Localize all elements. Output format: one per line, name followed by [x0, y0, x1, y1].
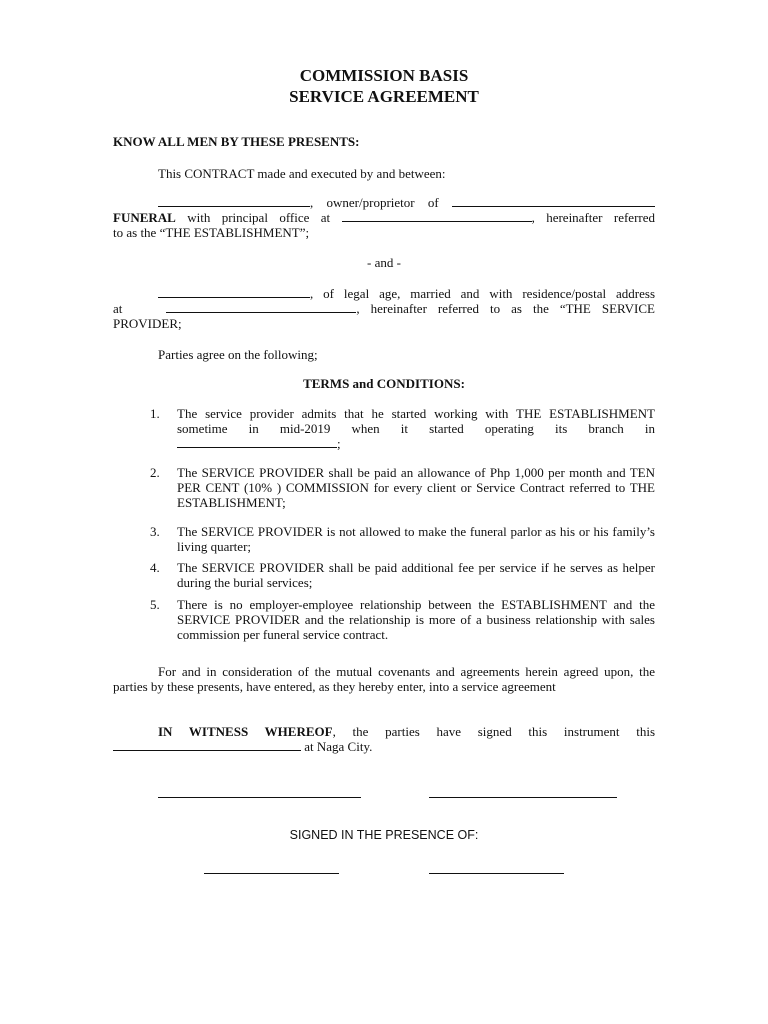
party2-line2: at , hereinafter referred to as the “THE SERVICE	[113, 301, 655, 316]
know-all-heading: KNOW ALL MEN BY THESE PRESENTS:	[113, 134, 360, 149]
signed-presence-heading: SIGNED IN THE PRESENCE OF:	[289, 828, 479, 842]
party1-line1: , owner/proprietor of	[113, 195, 655, 210]
witness-heading: IN WITNESS WHEREOF	[158, 724, 333, 739]
party2-paragraph	[113, 286, 655, 331]
witness-paragraph: IN WITNESS WHEREOF, the parties have signed this instrument this at Naga City.	[113, 724, 655, 754]
terms-heading: TERMS and CONDITIONS:	[303, 376, 465, 391]
and-separator: - and -	[367, 255, 401, 270]
blank-owner-name[interactable]	[158, 195, 310, 207]
title-line-2: SERVICE AGREEMENT	[289, 87, 479, 106]
blank-branch-location[interactable]	[177, 436, 337, 448]
signature-line-witness-1[interactable]	[204, 873, 339, 874]
blank-provider-name[interactable]	[158, 286, 310, 298]
term-item-4: 4. The SERVICE PROVIDER shall be paid additional fee per service if he serves as helper during the burial services;	[150, 560, 655, 590]
signature-line-provider[interactable]	[429, 797, 617, 798]
title-line-1: COMMISSION BASIS	[299, 66, 469, 85]
blank-provider-address[interactable]	[166, 301, 356, 313]
term-item-1: 1. The service provider admits that he started working with THE ESTABLISHMENT sometime in mid-2019 when it started operating its branch in ;	[150, 406, 655, 451]
term-item-2: 2. The SERVICE PROVIDER shall be paid an allowance of Php 1,000 per month and TEN PER CENT (10% ) COMMISSION for every client or Service Contract referred to THE ESTABLISHMENT;	[150, 465, 655, 510]
blank-signing-date[interactable]	[113, 739, 301, 751]
contract-intro-text: This CONTRACT made and executed by and between:	[158, 166, 446, 181]
party1-line2: FUNERAL with principal office at , hereinafter referred	[113, 210, 656, 225]
party2-line3: PROVIDER;	[113, 316, 182, 331]
consideration-paragraph: For and in consideration of the mutual covenants and agreements herein agreed upon, the parties by these presents, have entered, as they hereby enter, into a service agreement	[113, 664, 655, 694]
signature-line-witness-2[interactable]	[429, 873, 564, 874]
contract-intro	[113, 166, 655, 181]
party2-line1: , of legal age, married and with residence/postal address	[113, 286, 655, 301]
blank-establishment-name[interactable]	[452, 195, 655, 207]
party1-paragraph	[113, 195, 655, 240]
parties-agree: Parties agree on the following;	[158, 347, 318, 362]
blank-principal-office[interactable]	[342, 210, 532, 222]
term-item-3: 3. The SERVICE PROVIDER is not allowed to make the funeral parlor as his or his family’s living quarter;	[150, 524, 655, 554]
party1-line3: to as the “THE ESTABLISHMENT”;	[113, 225, 310, 240]
term-item-5: 5. There is no employer-employee relationship between the ESTABLISHMENT and the SERVICE PROVIDER and the relationship is more of a business relationship with sales commission per funeral service contract.	[150, 597, 655, 642]
signature-line-establishment[interactable]	[158, 797, 361, 798]
